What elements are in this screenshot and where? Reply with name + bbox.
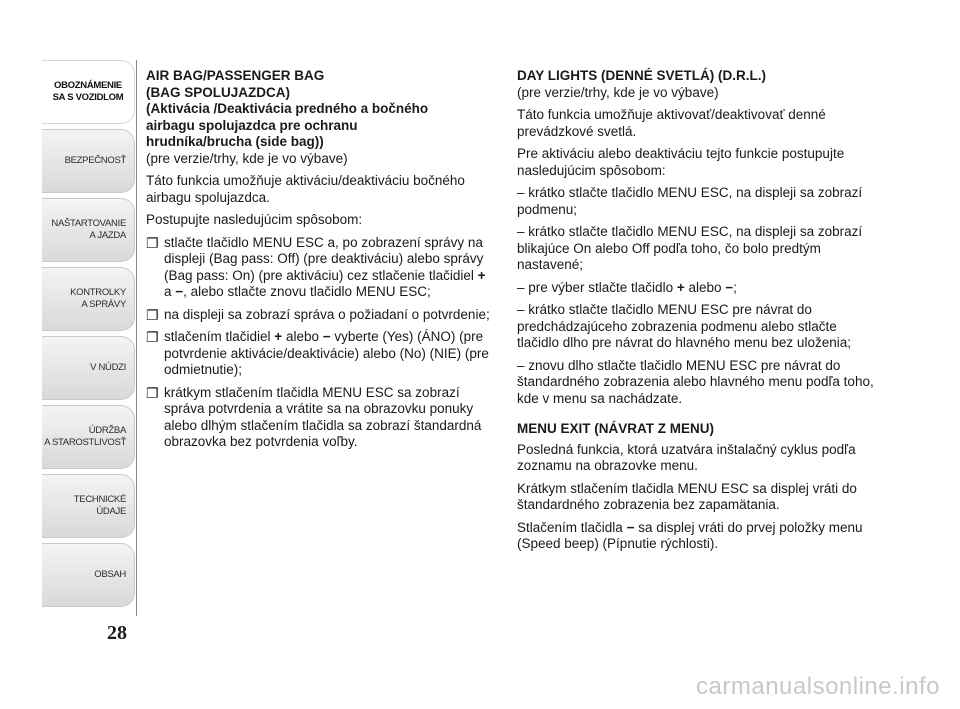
tab-label: BEZPEČNOSŤ (64, 155, 126, 166)
step: – krátko stlačte tlačidlo MENU ESC, na displeji sa zobrazí blikajúce On alebo Off podľa toho, čo bolo predtým nastavené; (517, 224, 863, 272)
step: – krátko stlačte tlačidlo MENU ESC pre návrat do predchádzajúceho zobrazenia podmenu alebo stlačte tlačidlo dlho pre návrat do hlavného menu bez uloženia; (517, 302, 851, 350)
paragraph-text: sa displej vráti do prvej položky menu (Speed beep) (Pípnutie rýchlosti). (517, 519, 863, 551)
minus-symbol: − (322, 329, 331, 344)
section-heading-airbag (146, 68, 496, 151)
bullet-text: , alebo stlačte znovu tlačidlo MENU ESC; (183, 284, 431, 299)
page-number: 28 (107, 622, 127, 644)
watermark: carmanualsonline.info (696, 673, 940, 700)
tab-udrzba[interactable] (42, 405, 135, 469)
paragraph: Krátkym stlačením tlačidla MENU ESC sa displej vráti do štandardného zobrazenia bez zapamätania. (517, 480, 857, 512)
tab-label: NAŠTARTOVANIE A JAZDA (51, 218, 126, 241)
bullet-text: a (164, 284, 176, 299)
bullet-text: stlačením tlačidiel (164, 329, 275, 344)
left-column (146, 68, 496, 457)
heading-line: AIR BAG/PASSENGER BAG (146, 68, 325, 83)
section-subtitle: (pre verzie/trhy, kde je vo výbave) (517, 84, 719, 100)
tab-obsah[interactable] (42, 543, 135, 607)
bullet-text: na displeji sa zobrazí správa o požiadaní o potvrdenie; (164, 306, 490, 322)
tab-label: V NÚDZI (90, 362, 126, 373)
tab-bezpecnost[interactable] (42, 129, 135, 193)
tab-label: KONTROLKY A SPRÁVY (70, 287, 126, 310)
list-item (146, 329, 496, 379)
heading-line: airbagu spolujazdca pre ochranu (146, 117, 358, 133)
checkbox-bullet-icon: ❐ (146, 234, 159, 251)
paragraph (517, 520, 877, 553)
bullet-text: alebo (282, 329, 323, 344)
step (517, 280, 877, 297)
heading-line: (Aktivácia /Deaktivácia predného a bočného (146, 101, 429, 116)
minus-symbol: − (626, 519, 635, 535)
paragraph-text: Stlačením tlačidla (517, 519, 627, 535)
step: – znovu dlho stlačte tlačidlo MENU ESC pre návrat do štandardného zobrazenia alebo hlavného menu podľa toho, kde v menu sa nachádzate. (517, 357, 874, 406)
step-text: alebo (684, 279, 726, 295)
bullet-text: krátkym stlačením tlačidla MENU ESC sa zobrazí správa potvrdenia a vrátite sa na obrazovku ponuky alebo dlhým stlačením tlačidla sa zobrazí štandardná obrazovka bez potvrdenia voľby. (164, 384, 482, 449)
section-heading-day-lights: DAY LIGHTS (DENNÉ SVETLÁ) (D.R.L.) (517, 68, 767, 83)
tab-kontrolky[interactable] (42, 267, 135, 331)
section-subtitle: (pre verzie/trhy, kde je vo výbave) (146, 150, 348, 166)
minus-symbol: − (175, 284, 184, 299)
list-item (146, 307, 496, 324)
list-item (146, 385, 496, 451)
plus-symbol: + (676, 279, 685, 295)
tab-label: OBSAH (94, 569, 126, 580)
tab-oboznamenie[interactable] (42, 60, 135, 124)
minus-symbol: − (725, 279, 734, 295)
right-column (517, 68, 877, 559)
step-text: ; (733, 279, 737, 295)
step: – krátko stlačte tlačidlo MENU ESC, na displeji sa zobrazí podmenu; (517, 185, 863, 217)
section-heading-menu-exit: MENU EXIT (NÁVRAT Z MENU) (517, 421, 714, 436)
step-text: – pre výber stlačte tlačidlo (517, 279, 677, 295)
tab-nastartovanie[interactable] (42, 198, 135, 262)
bullet-text: stlačte tlačidlo MENU ESC a, po zobrazení správy na displeji (Bag pass: Off) (pre deaktiváciu) alebo správy (Bag pass: On) (pre aktiváciu) cez stlačenie tlačidiel (164, 234, 484, 283)
chapter-sidebar (42, 60, 137, 616)
list-item (146, 235, 496, 301)
checkbox-bullet-icon: ❐ (146, 306, 159, 323)
paragraph: Posledná funkcia, ktorá uzatvára inštalačný cyklus podľa zoznamu na obrazovke menu. (517, 441, 856, 473)
paragraph: Táto funkcia umožňuje aktiváciu/deaktiváciu bočného airbagu spolujazdca. (146, 173, 465, 205)
tab-technicke-udaje[interactable] (42, 474, 135, 538)
paragraph: Postupujte nasledujúcim spôsobom: (146, 212, 363, 227)
plus-symbol: + (477, 267, 486, 283)
tab-label: ÚDRŽBA A STAROSTLIVOSŤ (44, 425, 126, 448)
checkbox-bullet-icon: ❐ (146, 384, 159, 401)
tab-label: OBOZNÁMENIE SA S VOZIDLOM (52, 80, 124, 103)
plus-symbol: + (274, 329, 283, 344)
heading-line: hrudníka/brucha (side bag)) (146, 134, 324, 149)
paragraph: Táto funkcia umožňuje aktivovať/deaktivovať denné prevádzkové svetlá. (517, 107, 826, 139)
bullet-text: vyberte (Yes) (ÁNO) (pre potvrdenie aktivácie/deaktivácie) alebo (No) (NIE) (pre odmietnutie); (164, 329, 489, 377)
tab-v-nudzi[interactable] (42, 336, 135, 400)
checkbox-bullet-icon: ❐ (146, 329, 159, 345)
heading-line: (BAG SPOLUJAZDCA) (146, 84, 290, 100)
tab-label: TECHNICKÉ ÚDAJE (73, 494, 126, 517)
paragraph: Pre aktiváciu alebo deaktiváciu tejto funkcie postupujte nasledujúcim spôsobom: (517, 146, 845, 178)
